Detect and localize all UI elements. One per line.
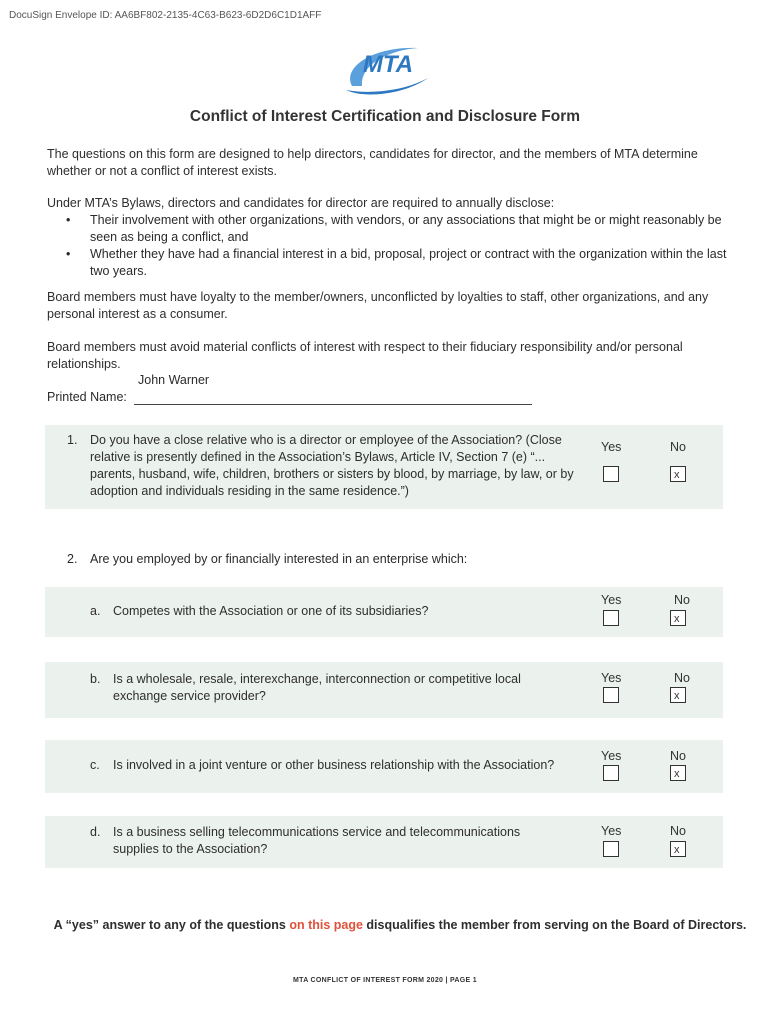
check-mark-icon: x bbox=[674, 768, 680, 780]
q1-no-checkbox[interactable] bbox=[670, 466, 686, 482]
check-mark-icon: x bbox=[674, 469, 680, 481]
printed-name-value[interactable]: John Warner bbox=[138, 373, 210, 387]
question-2d-letter: d. bbox=[90, 825, 101, 839]
printed-name-line bbox=[134, 404, 532, 405]
question-2a-text: Competes with the Association or one of its subsidiaries? bbox=[113, 604, 429, 618]
bullet-icon: • bbox=[66, 213, 71, 227]
loyalty-paragraph: Board members must have loyalty to the member/owners, unconflicted by loyalties to staff, other organizations, and any personal interest as a consumer. bbox=[47, 290, 709, 321]
q2a-no-label: No bbox=[674, 593, 690, 607]
question-1-text: Do you have a close relative who is a director or employee of the Association? (Close relative is presently defined in the Association’s Bylaws, Article IV, Section 7 (e) “... parents, husband, wife, children, brothers or sisters by blood, by marriage, by law, or by adoption and individuals residing in the same residence.”) bbox=[90, 433, 574, 498]
check-mark-icon: x bbox=[674, 690, 680, 702]
q2a-yes-checkbox[interactable] bbox=[603, 610, 619, 626]
bylaws-paragraph: Under MTA’s Bylaws, directors and candidates for director are required to annually disclose: bbox=[47, 196, 555, 210]
mta-logo bbox=[332, 38, 440, 98]
disclosure-list bbox=[62, 212, 737, 280]
bullet-icon: • bbox=[66, 247, 71, 261]
question-2-text: Are you employed by or financially interested in an enterprise which: bbox=[90, 552, 468, 566]
check-mark-icon: x bbox=[674, 844, 680, 856]
question-2-number: 2. bbox=[67, 552, 78, 566]
q2c-yes-label: Yes bbox=[601, 749, 622, 763]
q2d-yes-label: Yes bbox=[601, 824, 622, 838]
question-2a-letter: a. bbox=[90, 604, 101, 618]
question-2b-letter: b. bbox=[90, 672, 101, 686]
q2d-yes-checkbox[interactable] bbox=[603, 841, 619, 857]
q2d-no-checkbox[interactable] bbox=[670, 841, 686, 857]
disclosure-item: • Whether they have had a financial interest in a bid, proposal, project or contract with the organization within the last two years. bbox=[66, 247, 727, 278]
printed-name-label: Printed Name: bbox=[47, 390, 127, 404]
avoid-paragraph: Board members must avoid material conflicts of interest with respect to their fiduciary responsibility and/or personal relationships. bbox=[47, 340, 683, 371]
question-2b-text: Is a wholesale, resale, interexchange, interconnection or competitive local exchange service provider? bbox=[113, 672, 521, 703]
q2b-no-checkbox[interactable] bbox=[670, 687, 686, 703]
envelope-id: DocuSign Envelope ID: AA6BF802-2135-4C63-B623-6D2D6C1D1AFF bbox=[9, 10, 322, 21]
q2c-yes-checkbox[interactable] bbox=[603, 765, 619, 781]
q1-yes-label: Yes bbox=[601, 440, 622, 454]
q1-no-label: No bbox=[670, 440, 686, 454]
q2b-yes-checkbox[interactable] bbox=[603, 687, 619, 703]
logo-text: MTA bbox=[362, 51, 414, 78]
q1-yes-checkbox[interactable] bbox=[603, 466, 619, 482]
page-footer: MTA CONFLICT OF INTEREST FORM 2020 | PAGE 1 bbox=[293, 977, 477, 984]
intro-paragraph: The questions on this form are designed to help directors, candidates for director, and the members of MTA determine whether or not a conflict of interest exists. bbox=[47, 147, 698, 178]
page-title: Conflict of Interest Certification and Disclosure Form bbox=[189, 108, 581, 125]
q2d-no-label: No bbox=[670, 824, 686, 838]
q2a-yes-label: Yes bbox=[601, 593, 622, 607]
q2a-no-checkbox[interactable] bbox=[670, 610, 686, 626]
q2c-no-checkbox[interactable] bbox=[670, 765, 686, 781]
question-1-number: 1. bbox=[67, 433, 78, 447]
q2c-no-label: No bbox=[670, 749, 686, 763]
check-mark-icon: x bbox=[674, 613, 680, 625]
disqualify-notice: A “yes” answer to any of the questions on this page disqualifies the member from serving on the Board of Directors. bbox=[53, 918, 747, 932]
q2b-no-label: No bbox=[674, 671, 690, 685]
question-2c-text: Is involved in a joint venture or other business relationship with the Association? bbox=[113, 758, 555, 772]
q2b-yes-label: Yes bbox=[601, 671, 622, 685]
question-2c-letter: c. bbox=[90, 758, 100, 772]
question-2d-text: Is a business selling telecommunications service and telecommunications supplies to the Association? bbox=[113, 825, 521, 856]
disclosure-item: • Their involvement with other organizations, with vendors, or any associations that might be or might reasonably be seen as being a conflict, and bbox=[66, 213, 722, 244]
on-this-page-highlight: on this page bbox=[289, 918, 363, 932]
